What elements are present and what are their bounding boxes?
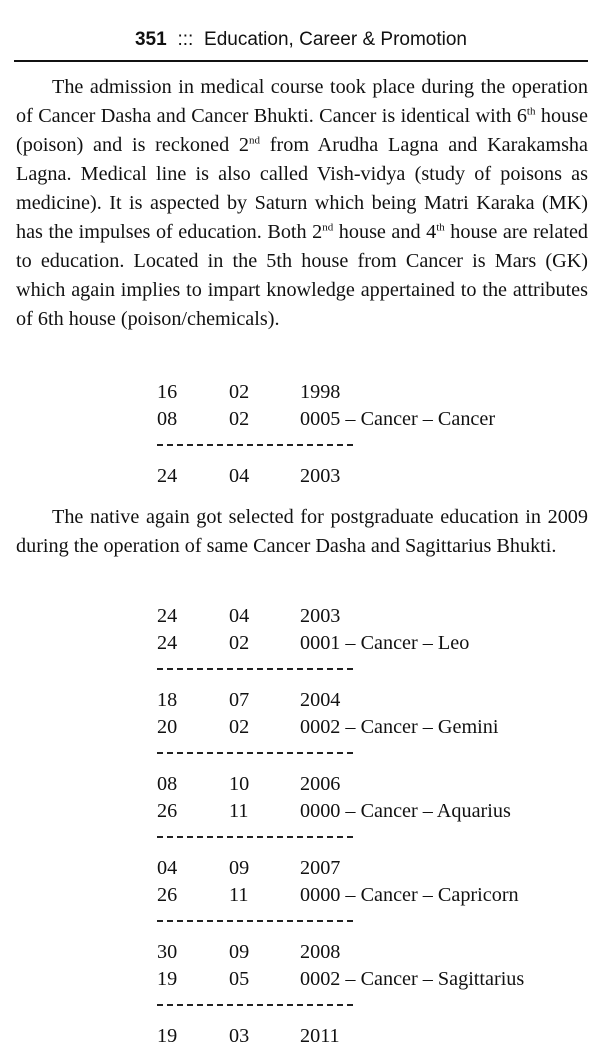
calc-day: 24: [157, 632, 178, 654]
calc-day: 26: [157, 884, 178, 906]
p1-sup-2: nd: [249, 134, 261, 147]
calc-month: 03: [229, 1025, 250, 1047]
p1-sup-4: th: [436, 221, 445, 234]
calc-month: 04: [229, 465, 250, 487]
calc-year: 2003: [300, 605, 341, 627]
calc-year: 2003: [300, 465, 341, 487]
calc-year: 2008: [300, 941, 341, 963]
dashed-separator: [157, 444, 353, 446]
calc-month: 04: [229, 605, 250, 627]
calc-day: 16: [157, 381, 178, 403]
calc-day: 08: [157, 408, 178, 430]
calc-year: 0000 – Cancer – Aquarius: [300, 800, 511, 822]
calc-year: 0005 – Cancer – Cancer: [300, 408, 496, 430]
dashed-separator: [157, 920, 353, 922]
calc-month: 05: [229, 968, 250, 990]
p1-text-3: from Arudha Lagna and Karakamsha Lagna. Medical line is also called Vish-vidya (study of poisons as medicine). It is aspected by Saturn which being Matri Karaka (MK) has the impulses of education. Both 2: [16, 134, 588, 243]
calc-year: 0000 – Cancer – Capricorn: [300, 884, 519, 906]
calc-month: 11: [229, 800, 249, 822]
calc-month: 09: [229, 941, 250, 963]
calc-day: 30: [157, 941, 178, 963]
running-header: [14, 28, 588, 52]
calc-day: 08: [157, 773, 178, 795]
paragraph-2: [16, 503, 588, 561]
p2-text: The native again got selected for postgraduate education in 2009 during the operation of same Cancer Dasha and Sagittarius Bhukti.: [16, 506, 588, 557]
p1-sup-1: th: [526, 105, 536, 118]
dashed-separator: [157, 1004, 353, 1006]
calc-year: 0001 – Cancer – Leo: [300, 632, 470, 654]
calc-year: 1998: [300, 381, 341, 403]
dashed-separator: [157, 752, 353, 754]
paragraph-1: [16, 73, 588, 334]
dashed-separator: [157, 836, 353, 838]
calc-year: 0002 – Cancer – Sagittarius: [300, 968, 525, 990]
p1-sup-3: nd: [322, 221, 334, 234]
calc-year: 2006: [300, 773, 341, 795]
calc-day: 04: [157, 857, 178, 879]
calc-day: 26: [157, 800, 178, 822]
header-rule: [14, 60, 588, 62]
calc-month: 02: [229, 716, 250, 738]
p1-text-4: house and 4: [333, 221, 437, 243]
calc-year: 0002 – Cancer – Gemini: [300, 716, 499, 738]
calc-month: 02: [229, 381, 250, 403]
calc-month: 07: [229, 689, 250, 711]
page-number: 351: [134, 29, 167, 50]
calc-day: 24: [157, 605, 178, 627]
calc-year: 2004: [300, 689, 341, 711]
p1-text-2: house (poison) and is reckoned 2: [16, 105, 588, 156]
calc-year: 2007: [300, 857, 341, 879]
header-separator: :::: [177, 29, 194, 50]
p1-text-1: The admission in medical course took place during the operation of Cancer Dasha and Cancer Bhukti. Cancer is identical with 6: [16, 76, 588, 127]
calc-month: 02: [229, 632, 250, 654]
calc-month: 02: [229, 408, 250, 430]
calc-year: 2011: [300, 1025, 340, 1047]
dashed-separator: [157, 668, 353, 670]
calc-day: 18: [157, 689, 178, 711]
calc-month: 11: [229, 884, 249, 906]
calc-day: 20: [157, 716, 178, 738]
calc-month: 10: [229, 773, 250, 795]
chapter-title: Education, Career & Promotion: [204, 29, 467, 50]
p1-text-5: house are related to education. Located in the 5th house from Cancer is Mars (GK) which again implies to impart knowledge appertained to the attributes of 6th house (poison/chemicals).: [16, 221, 589, 330]
calc-day: 24: [157, 465, 178, 487]
calc-month: 09: [229, 857, 250, 879]
calc-day: 19: [157, 968, 178, 990]
calc-day: 19: [157, 1025, 178, 1047]
